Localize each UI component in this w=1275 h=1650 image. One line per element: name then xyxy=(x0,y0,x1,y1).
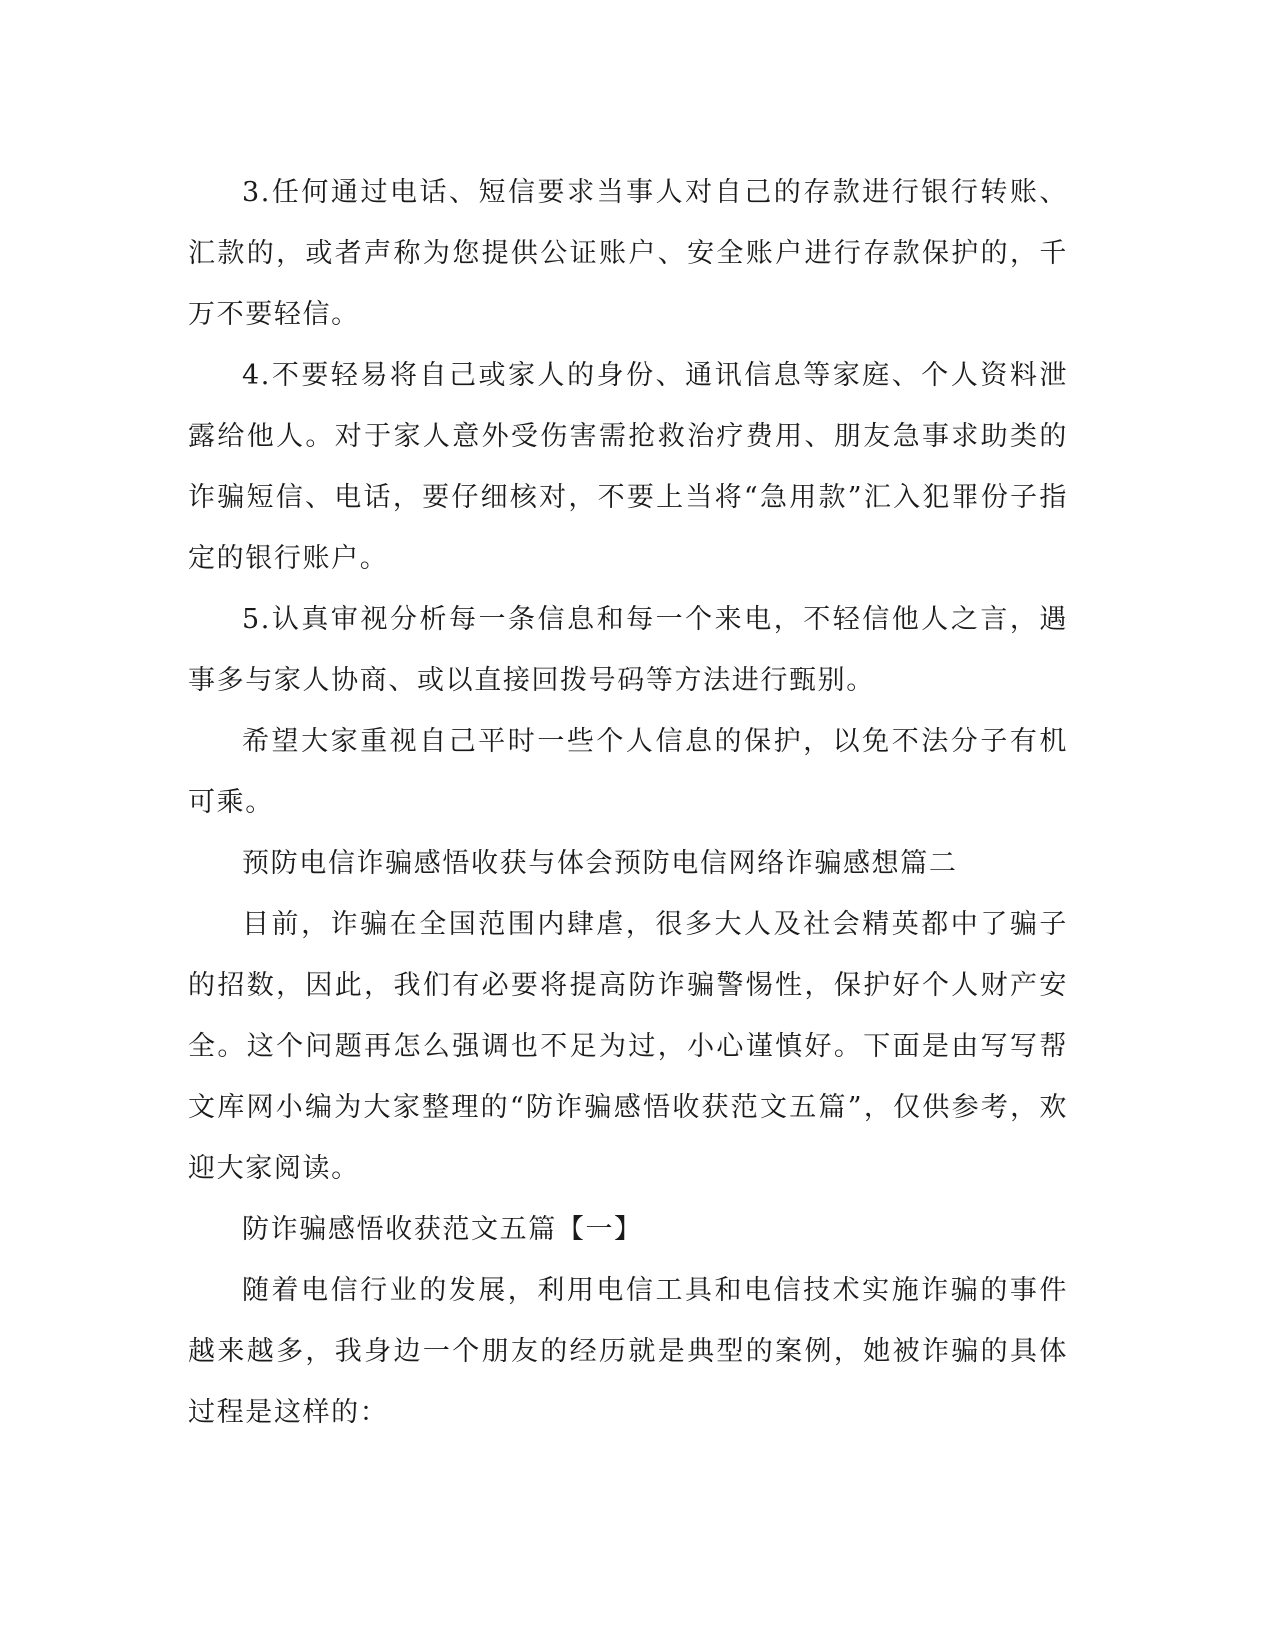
paragraph-intro: 目前，诈骗在全国范围内肆虐，很多大人及社会精英都中了骗子的招数，因此，我们有必要将提高防诈骗警惕性，保护好个人财产安全。这个问题再怎么强调也不足为过，小心谨慎好。下面是由写写帮文库网小编为大家整理的“防诈骗感悟收获范文五篇”，仅供参考，欢迎大家阅读。 xyxy=(188,909,1068,1184)
paragraph-essay-one-start: 随着电信行业的发展，利用电信工具和电信技术实施诈骗的事件越来越多，我身边一个朋友的经历就是典型的案例，她被诈骗的具体过程是这样的： xyxy=(188,1275,1068,1428)
section-heading-part-two: 预防电信诈骗感悟收获与体会预防电信网络诈骗感想篇二 xyxy=(242,848,958,879)
section-heading-essay-one: 防诈骗感悟收获范文五篇【一】 xyxy=(242,1214,643,1245)
paragraph-tip-3: 3.任何通过电话、短信要求当事人对自己的存款进行银行转账、汇款的，或者声称为您提供公证账户、安全账户进行存款保护的，千万不要轻信。 xyxy=(188,177,1068,330)
paragraph-tip-5: 5.认真审视分析每一条信息和每一个来电，不轻信他人之言，遇事多与家人协商、或以直接回拨号码等方法进行甄别。 xyxy=(188,604,1068,696)
paragraph-closing: 希望大家重视自己平时一些个人信息的保护，以免不法分子有机可乘。 xyxy=(188,726,1068,818)
document-body xyxy=(188,162,1068,1443)
paragraph-tip-4: 4.不要轻易将自己或家人的身份、通讯信息等家庭、个人资料泄露给他人。对于家人意外受伤害需抢救治疗费用、朋友急事求助类的诈骗短信、电话，要仔细核对，不要上当将“急用款”汇入犯罪份子指定的银行账户。 xyxy=(188,360,1068,574)
